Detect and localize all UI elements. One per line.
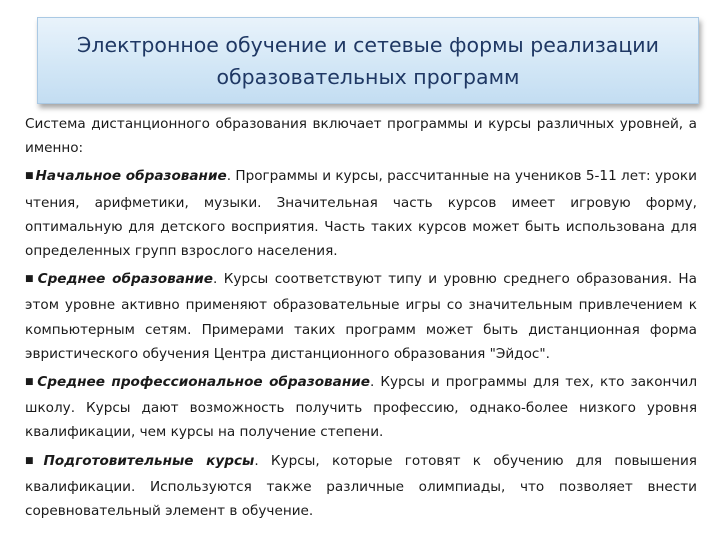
title-line-1: Электронное обучение и сетевые формы реализации xyxy=(77,32,659,57)
intro-paragraph: Система дистанционного образования включает программы и курсы различных уровней, а именно: xyxy=(25,116,697,157)
body-text xyxy=(25,112,697,523)
list-item-term: Среднее образование xyxy=(37,271,214,288)
square-bullet-icon: ■ xyxy=(25,377,36,388)
list-item-term: Среднее профессиональное образование xyxy=(37,374,370,391)
list-item-text: . Курсы соответствуют типу и уровню среднего образования. На этом уровне активно применяют образовательные игры со значительным привлечением к компьютерным сетям. Примерами таких программ может быть дистанционная форма эвристического обучения Центра дистанционного образования "Эйдос". xyxy=(25,271,697,362)
title-banner xyxy=(37,17,699,104)
list-item-vocational-education xyxy=(25,370,697,445)
list-item-term: Подготовительные курсы xyxy=(43,452,255,469)
list-item-text: . Курсы и программы для тех, кто закончил школу. Курсы дают возможность получить профессию, однако-более низкого уровня квалификации, чем курсы на получение степени. xyxy=(25,374,698,441)
square-bullet-icon: ■ xyxy=(25,455,42,466)
square-bullet-icon: ■ xyxy=(25,274,36,285)
list-item-text: . Программы и курсы, рассчитанные на учеников 5-11 лет: уроки чтения, арифметики, музыки. Значительная часть курсов имеет игровую форму, оптимальную для детского восприятия. Часть таких курсов может быть использована для определенных групп взрослого населения. xyxy=(25,168,697,260)
list-item-text: . Курсы, которые готовят к обучению для повышения квалификации. Используются также различные олимпиады, что позволяет внести соревновательный элемент в обучение. xyxy=(25,452,697,520)
title-line-2: образовательных программ xyxy=(216,64,520,89)
list-item-primary-education xyxy=(25,164,697,263)
list-item-secondary-education xyxy=(25,267,697,366)
list-item-preparatory-courses xyxy=(25,449,697,524)
square-bullet-icon: ■ xyxy=(25,171,34,182)
list-item-term: Начальное образование xyxy=(35,168,227,185)
